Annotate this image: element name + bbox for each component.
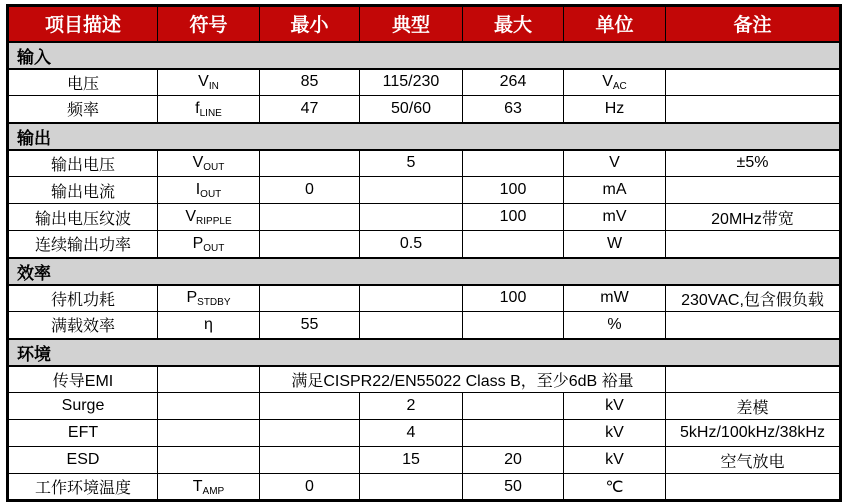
cell-max: 100 <box>463 204 564 231</box>
cell-min <box>260 285 360 312</box>
symbol-base: V <box>198 73 209 91</box>
column-header-min: 最小 <box>260 6 360 42</box>
cell-remark: 230VAC,包含假负载 <box>666 285 841 312</box>
cell-symbol <box>158 69 260 96</box>
cell-compliance-span: 满足CISPR22/EN55022 Class B，至少6dB 裕量 <box>260 366 666 393</box>
cell-unit <box>564 96 666 123</box>
column-header-unit: 单位 <box>564 6 666 42</box>
table-row <box>8 177 841 204</box>
cell-unit <box>564 447 666 474</box>
spec-table <box>6 4 842 502</box>
cell-remark: 5kHz/100kHz/38kHz <box>666 420 841 447</box>
section-title: 环境 <box>8 339 841 366</box>
cell-item: 待机功耗 <box>8 285 158 312</box>
cell-symbol <box>158 393 260 420</box>
cell-item: ESD <box>8 447 158 474</box>
unit-base: ℃ <box>605 478 624 496</box>
symbol-subscript: OUT <box>203 242 225 254</box>
cell-min <box>260 393 360 420</box>
cell-remark: 20MHz带宽 <box>666 204 841 231</box>
column-header-symbol: 符号 <box>158 6 260 42</box>
cell-symbol <box>158 231 260 258</box>
cell-symbol <box>158 420 260 447</box>
symbol-subscript: IN <box>208 81 219 93</box>
unit-base: V <box>609 154 620 172</box>
unit-base: W <box>606 234 623 252</box>
cell-typ <box>360 285 463 312</box>
cell-min <box>260 204 360 231</box>
table-row <box>8 474 841 501</box>
table-row <box>8 69 841 96</box>
cell-typ <box>360 474 463 501</box>
cell-item: 输出电压纹波 <box>8 204 158 231</box>
column-header-item: 项目描述 <box>8 6 158 42</box>
cell-remark <box>666 231 841 258</box>
cell-remark <box>666 96 841 123</box>
cell-symbol <box>158 177 260 204</box>
table-row <box>8 285 841 312</box>
section-row-environment <box>8 339 841 366</box>
cell-item: 电压 <box>8 69 158 96</box>
cell-item: Surge <box>8 393 158 420</box>
cell-min <box>260 231 360 258</box>
cell-unit <box>564 69 666 96</box>
symbol-base: V <box>185 208 197 225</box>
section-title: 输出 <box>8 123 841 150</box>
cell-item: 工作环境温度 <box>8 474 158 501</box>
cell-unit <box>564 204 666 231</box>
table-row <box>8 231 841 258</box>
cell-remark <box>666 474 841 501</box>
cell-symbol <box>158 474 260 501</box>
cell-max: 100 <box>463 285 564 312</box>
section-title: 效率 <box>8 258 841 285</box>
cell-min: 55 <box>260 312 360 339</box>
cell-symbol <box>158 366 260 393</box>
cell-max <box>463 312 564 339</box>
cell-remark <box>666 312 841 339</box>
cell-max: 63 <box>463 96 564 123</box>
cell-typ: 2 <box>360 393 463 420</box>
column-header-remark: 备注 <box>666 6 841 42</box>
cell-item: 满载效率 <box>8 312 158 339</box>
table-row <box>8 447 841 474</box>
cell-item: 传导EMI <box>8 366 158 393</box>
table-row <box>8 312 841 339</box>
symbol-base: P <box>192 234 204 252</box>
cell-symbol <box>158 285 260 312</box>
symbol-base: V <box>192 154 204 172</box>
symbol-subscript: OUT <box>200 189 222 200</box>
unit-base: kV <box>605 451 624 468</box>
cell-unit <box>564 474 666 501</box>
cell-symbol <box>158 150 260 177</box>
cell-item: 连续输出功率 <box>8 231 158 258</box>
table-row <box>8 366 841 393</box>
cell-remark: 差模 <box>666 393 841 420</box>
symbol-subscript: OUT <box>203 162 225 174</box>
cell-max <box>463 150 564 177</box>
cell-remark <box>666 69 841 96</box>
symbol-subscript: RIPPLE <box>196 216 232 227</box>
cell-typ: 15 <box>360 447 463 474</box>
cell-item: 频率 <box>8 96 158 123</box>
cell-symbol <box>158 96 260 123</box>
cell-min <box>260 447 360 474</box>
cell-max <box>463 420 564 447</box>
section-row-efficiency <box>8 258 841 285</box>
cell-min: 0 <box>260 474 360 501</box>
cell-typ: 4 <box>360 420 463 447</box>
cell-unit <box>564 231 666 258</box>
table-row <box>8 204 841 231</box>
cell-unit <box>564 150 666 177</box>
symbol-subscript: AMP <box>202 485 225 497</box>
column-header-max: 最大 <box>463 6 564 42</box>
cell-symbol <box>158 447 260 474</box>
cell-typ: 0.5 <box>360 231 463 258</box>
symbol-subscript: STDBY <box>197 297 231 309</box>
cell-typ: 50/60 <box>360 96 463 123</box>
cell-max: 264 <box>463 69 564 96</box>
cell-item: 输出电压 <box>8 150 158 177</box>
table-row <box>8 393 841 420</box>
cell-max: 20 <box>463 447 564 474</box>
cell-unit <box>564 420 666 447</box>
table-row <box>8 420 841 447</box>
cell-min <box>260 150 360 177</box>
table-row <box>8 150 841 177</box>
cell-min <box>260 420 360 447</box>
cell-max: 100 <box>463 177 564 204</box>
cell-typ <box>360 177 463 204</box>
unit-subscript: AC <box>612 81 627 93</box>
table-row <box>8 96 841 123</box>
cell-unit <box>564 312 666 339</box>
unit-base: kV <box>605 397 624 414</box>
cell-typ <box>360 204 463 231</box>
unit-base: mA <box>602 181 627 198</box>
cell-item: EFT <box>8 420 158 447</box>
unit-base: mV <box>602 208 627 225</box>
cell-remark: 空气放电 <box>666 447 841 474</box>
unit-base: Hz <box>604 99 625 117</box>
cell-item: 输出电流 <box>8 177 158 204</box>
symbol-subscript: LINE <box>199 107 222 119</box>
section-row-output <box>8 123 841 150</box>
symbol-base: I <box>195 181 201 198</box>
cell-remark: ±5% <box>666 150 841 177</box>
cell-unit <box>564 177 666 204</box>
cell-unit <box>564 285 666 312</box>
cell-symbol <box>158 204 260 231</box>
symbol-base: η <box>204 315 213 333</box>
cell-remark <box>666 366 841 393</box>
cell-max <box>463 393 564 420</box>
cell-typ: 5 <box>360 150 463 177</box>
cell-max: 50 <box>463 474 564 501</box>
symbol-base: f <box>195 99 200 117</box>
section-title: 输入 <box>8 42 841 69</box>
symbol-base: T <box>192 477 203 495</box>
cell-unit <box>564 393 666 420</box>
cell-min: 0 <box>260 177 360 204</box>
unit-base: mW <box>600 289 629 307</box>
symbol-base: P <box>186 289 198 307</box>
cell-typ: 115/230 <box>360 69 463 96</box>
column-header-typ: 典型 <box>360 6 463 42</box>
unit-base: % <box>607 315 622 333</box>
cell-max <box>463 231 564 258</box>
cell-typ <box>360 312 463 339</box>
cell-min: 47 <box>260 96 360 123</box>
cell-remark <box>666 177 841 204</box>
section-row-input <box>8 42 841 69</box>
unit-base: V <box>602 73 613 91</box>
unit-base: kV <box>605 424 624 441</box>
cell-symbol <box>158 312 260 339</box>
cell-min: 85 <box>260 69 360 96</box>
header-row <box>8 6 841 42</box>
